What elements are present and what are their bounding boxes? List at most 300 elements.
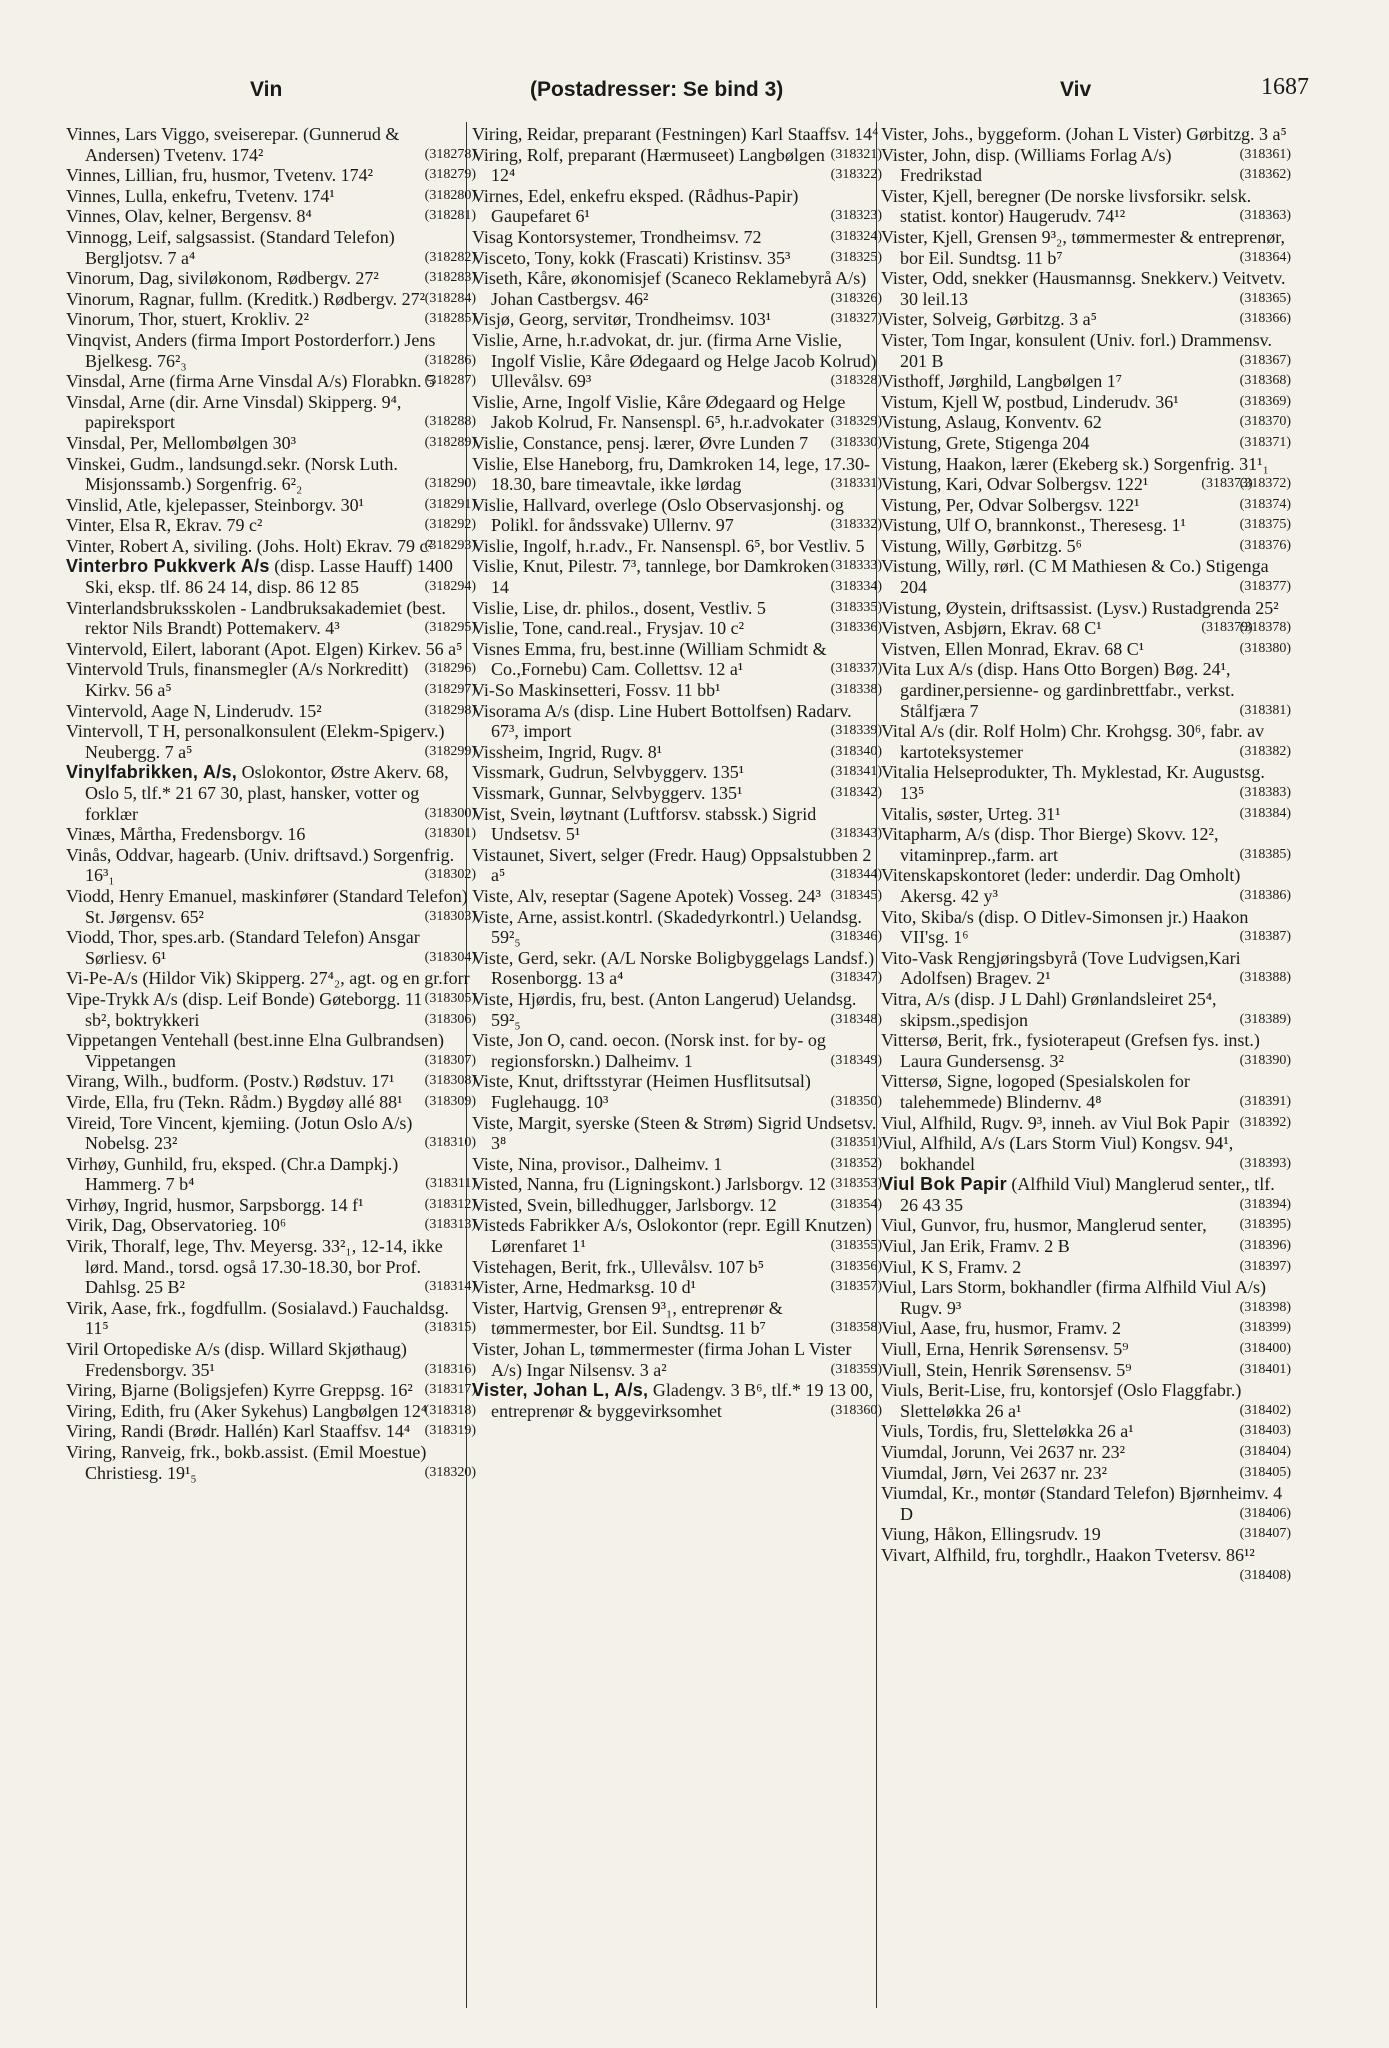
entry-name: Vistven, Asbjørn, Ekrav. 68 C¹ bbox=[881, 618, 1102, 639]
entry-name: Vinylfabrikken, A/s, bbox=[66, 762, 238, 783]
directory-entry bbox=[881, 1030, 1291, 1071]
entry-phone-code: (318402) bbox=[1239, 1402, 1291, 1418]
header-right-guide-word: Viv bbox=[1060, 78, 1092, 101]
entry-name: Viring, Randi (Brødr. Hallén) Karl Staaffsv. 14⁴ bbox=[66, 1421, 411, 1442]
entry-name: Vinnogg, Leif, salgsassist. (Standard Telefon) Bergljotsv. 7 a⁴ bbox=[66, 226, 395, 268]
entry-name: Virik, Dag, Observatorieg. 10⁶ bbox=[66, 1215, 287, 1236]
entry-name: Vislie, Lise, dr. philos., dosent, Vestliv. 5 bbox=[472, 597, 766, 618]
directory-entry bbox=[472, 598, 882, 619]
directory-entry bbox=[881, 639, 1291, 660]
entry-name: Viuls, Berit-Lise, fru, kontorsjef (Oslo Flaggfabr.) Sletteløkka 26 a¹ bbox=[881, 1380, 1242, 1421]
directory-entry bbox=[881, 618, 1291, 639]
entry-phone-code: (318397) bbox=[1239, 1258, 1291, 1274]
entry-phone-code: (318288) bbox=[424, 414, 476, 430]
entry-name: Viung, Håkon, Ellingsrudv. 19 bbox=[881, 1524, 1101, 1545]
directory-entry bbox=[66, 268, 476, 289]
directory-entry bbox=[472, 433, 882, 454]
entry-phone-code: (318287) bbox=[424, 373, 476, 389]
directory-entry bbox=[881, 145, 1291, 186]
entry-phone-code: (318360) bbox=[830, 1402, 882, 1418]
entry-phone-code: (318356) bbox=[830, 1258, 882, 1274]
entry-phone-code: (318306) bbox=[424, 1011, 476, 1027]
entry-name: Vintervold, Eilert, laborant (Apot. Elgen) Kirkev. 56 a⁵ bbox=[66, 638, 463, 659]
entry-name: Viul Bok Papir bbox=[881, 1174, 1007, 1195]
entry-name: Vistaunet, Sivert, selger (Fredr. Haug) Oppsalstubben 2 a⁵ bbox=[472, 844, 872, 886]
entry-phone-code: (318364) bbox=[1239, 249, 1291, 265]
directory-entry bbox=[881, 186, 1291, 227]
entry-name: Viste, Jon O, cand. oecon. (Norsk inst. for by- og regionsforskn.) Dalheimv. 1 bbox=[472, 1030, 826, 1071]
entry-details: Oslokontor, Østre Akerv. 68, Oslo 5, tlf.* 21 67 30, plast, hansker, votter og forklær bbox=[85, 762, 449, 824]
entry-phone-code: (318355) bbox=[830, 1238, 882, 1254]
entry-phone-code: (318332) bbox=[830, 517, 882, 533]
entry-phone-code: (318340) bbox=[830, 743, 882, 759]
entry-name: Vita Lux A/s (disp. Hans Otto Borgen) Bøg. 24¹, gardiner,persienne- og gardinbrettfabr., verkst. Stålfjæra 7 bbox=[881, 659, 1235, 721]
entry-name: Viring, Rolf, preparant (Hærmuseet) Langbølgen 12⁴ bbox=[472, 144, 825, 186]
entry-phone-code: (318317) bbox=[424, 1382, 476, 1398]
entry-name: Visjø, Georg, servitør, Trondheimsv. 103¹ bbox=[472, 309, 772, 330]
entry-phone-code: (318283) bbox=[424, 270, 476, 286]
directory-entry bbox=[472, 124, 882, 162]
entry-name: Vinslid, Atle, kjelepasser, Steinborgv. 30¹ bbox=[66, 494, 365, 515]
directory-entry bbox=[881, 495, 1291, 516]
directory-entry bbox=[66, 1071, 476, 1092]
entry-phone-code: (318324) bbox=[830, 228, 882, 244]
entry-phone-code: (318286) bbox=[424, 352, 476, 368]
entry-name: Vislie, Constance, pensj. lærer, Øvre Lunden 7 bbox=[472, 432, 809, 453]
directory-entry bbox=[881, 1257, 1291, 1278]
entry-name: Vissheim, Ingrid, Rugv. 8¹ bbox=[472, 741, 663, 762]
entry-phone-code: (318313) bbox=[424, 1217, 476, 1233]
directory-entry bbox=[472, 227, 882, 248]
entry-name: Vireid, Tore Vincent, kjemiing. (Jotun Oslo A/s) Nobelsg. 23² bbox=[66, 1112, 413, 1154]
entry-name: Vistung, Haakon, lærer (Ekeberg sk.) Sorgenfrig. 31¹₁ bbox=[881, 453, 1269, 474]
directory-entry bbox=[881, 556, 1291, 597]
directory-entry bbox=[472, 1380, 882, 1421]
entry-name: Vister, Odd, snekker (Hausmannsg. Snekkerv.) Veitvetv. 30 leil.13 bbox=[881, 268, 1286, 309]
directory-entry bbox=[66, 227, 476, 268]
directory-entry bbox=[66, 1421, 476, 1442]
entry-phone-code: (318357) bbox=[830, 1279, 882, 1295]
directory-entry bbox=[881, 268, 1291, 309]
directory-entry bbox=[66, 927, 476, 968]
directory-entry bbox=[472, 145, 882, 186]
entry-phone-code: (318374) bbox=[1239, 496, 1291, 512]
directory-entry bbox=[881, 1318, 1291, 1339]
entry-phone-code: (318296) bbox=[424, 661, 476, 677]
entry-phone-code: (318367) bbox=[1239, 352, 1291, 368]
directory-entry bbox=[881, 1174, 1291, 1215]
directory-entry bbox=[881, 1339, 1291, 1360]
entry-name: Viul, Lars Storm, bokhandler (firma Alfhild Viul A/s) Rugv. 9³ bbox=[881, 1277, 1266, 1318]
directory-entry bbox=[66, 1154, 476, 1195]
directory-entry bbox=[66, 824, 476, 845]
entry-name: Viull, Stein, Henrik Sørensensv. 5⁹ bbox=[881, 1359, 1132, 1380]
entry-name: Visteds Fabrikker A/s, Oslokontor (repr. Egill Knutzen) Lørenfaret 1¹ bbox=[472, 1215, 872, 1257]
directory-entry bbox=[66, 1401, 476, 1422]
directory-entry bbox=[472, 1174, 882, 1195]
entry-name: Vipe-Trykk A/s (disp. Leif Bonde) Gøteborgg. 11 sb², boktrykkeri bbox=[66, 988, 423, 1030]
entry-phone-code: (318395) bbox=[1239, 1217, 1291, 1233]
directory-entry bbox=[881, 371, 1291, 392]
entry-phone-code: (318309) bbox=[424, 1093, 476, 1109]
entry-phone-code: (318384) bbox=[1239, 805, 1291, 821]
entry-phone-code: (318326) bbox=[830, 290, 882, 306]
entry-phone-code: (318400) bbox=[1239, 1341, 1291, 1357]
directory-entry bbox=[881, 1215, 1291, 1236]
entry-name: Viumdal, Kr., montør (Standard Telefon) Bjørnheimv. 4 D bbox=[881, 1483, 1283, 1524]
entry-phone-code: (318343) bbox=[830, 826, 882, 842]
directory-entry bbox=[66, 1113, 476, 1154]
directory-entry bbox=[472, 535, 882, 574]
entry-phone-code: (318372) bbox=[1239, 476, 1291, 492]
entry-phone-code: (318405) bbox=[1239, 1464, 1291, 1480]
directory-entry bbox=[881, 412, 1291, 433]
directory-entry bbox=[472, 248, 882, 269]
entry-name: Vister, Kjell, beregner (De norske livsforsikr. selsk. statist. kontor) Haugerudv. 74¹² bbox=[881, 185, 1252, 227]
entry-phone-code: (318281) bbox=[424, 208, 476, 224]
directory-entry bbox=[881, 1133, 1291, 1174]
directory-entry bbox=[881, 433, 1291, 454]
entry-name: Viste, Gerd, sekr. (A/L Norske Boligbyggelags Landsf.) Rosenborgg. 13 a⁴ bbox=[472, 947, 875, 989]
directory-entry bbox=[881, 721, 1291, 762]
directory-entry bbox=[472, 701, 882, 742]
entry-phone-code: (318290) bbox=[424, 476, 476, 492]
entry-phone-code: (318345) bbox=[830, 887, 882, 903]
entry-phone-code: (318369) bbox=[1239, 393, 1291, 409]
entry-name: Vistung, Aslaug, Konventv. 62 bbox=[881, 412, 1102, 433]
directory-entry bbox=[881, 1236, 1291, 1257]
entry-name: Visceto, Tony, kokk (Frascati) Kristinsv. 35³ bbox=[472, 247, 791, 268]
directory-entry bbox=[472, 392, 882, 433]
entry-phone-code: (318347) bbox=[830, 970, 882, 986]
entry-name: Vistung, Ulf O, brannkonst., Theresesg. 1¹ bbox=[881, 515, 1186, 536]
entry-phone-code: (318350) bbox=[830, 1093, 882, 1109]
entry-phone-code: (318278) bbox=[424, 146, 476, 162]
entry-name: Viodd, Thor, spes.arb. (Standard Telefon) Ansgar Sørliesv. 6¹ bbox=[66, 927, 420, 968]
entry-phone-code: (318379) bbox=[1201, 620, 1253, 636]
entry-phone-code: (318406) bbox=[1239, 1505, 1291, 1521]
directory-entry bbox=[66, 1215, 476, 1236]
directory-entry bbox=[881, 1442, 1291, 1463]
directory-entry bbox=[881, 762, 1291, 803]
entry-phone-code: (318396) bbox=[1239, 1238, 1291, 1254]
entry-name: Virang, Wilh., budform. (Postv.) Rødstuv. 17¹ bbox=[66, 1071, 395, 1092]
entry-name: Vinorum, Dag, siviløkonom, Rødbergv. 27² bbox=[66, 268, 379, 289]
directory-entry bbox=[66, 1092, 476, 1113]
entry-name: Vito, Skiba/s (disp. O Ditlev-Simonsen jr.) Haakon VII'sg. 1⁶ bbox=[881, 906, 1249, 948]
entry-name: Virik, Thoralf, lege, Thv. Meyersg. 33²₁, 12-14, ikke lørd. Mand., torsd. også 17.30-18.30, bor Prof. Dahlsg. 25 B² bbox=[66, 1236, 443, 1298]
entry-phone-code: (318376) bbox=[1239, 537, 1291, 553]
directory-entry bbox=[472, 1154, 882, 1175]
entry-phone-code: (318307) bbox=[424, 1052, 476, 1068]
entry-phone-code: (318321) bbox=[830, 146, 882, 162]
entry-phone-code: (318295) bbox=[424, 620, 476, 636]
entry-name: Vinterlandsbruksskolen - Landbruksakademiet (best. rektor Nils Brandt) Pottemakerv. 4³ bbox=[66, 597, 446, 639]
entry-details: Gladengv. 3 B⁶, tlf.* 19 13 00, entreprenør & byggevirksomhet bbox=[491, 1380, 873, 1421]
entry-phone-code: (318392) bbox=[1239, 1114, 1291, 1130]
directory-entry bbox=[472, 1298, 882, 1339]
directory-column-3 bbox=[881, 124, 1291, 1586]
entry-name: Vinsdal, Arne (firma Arne Vinsdal A/s) Florabkn. 5 bbox=[66, 371, 435, 392]
directory-entry bbox=[66, 968, 476, 1006]
directory-entry bbox=[881, 948, 1291, 989]
entry-phone-code: (318330) bbox=[830, 434, 882, 450]
directory-entry bbox=[66, 536, 476, 557]
entry-name: Vinter, Elsa R, Ekrav. 79 c² bbox=[66, 515, 263, 536]
entry-name: Vintervold, Aage N, Linderudv. 15² bbox=[66, 700, 322, 721]
entry-name: Visag Kontorsystemer, Trondheimsv. 72 bbox=[472, 226, 762, 247]
entry-name: Viumdal, Jorunn, Vei 2637 nr. 23² bbox=[881, 1442, 1125, 1462]
entry-name: Virik, Aase, frk., fogdfullm. (Sosialavd.) Fauchaldsg. 11⁵ bbox=[66, 1297, 449, 1339]
page-number: 1687 bbox=[1261, 74, 1309, 100]
directory-entry bbox=[66, 186, 476, 207]
entry-name: Vistung, Per, Odvar Solbergsv. 122¹ bbox=[881, 494, 1140, 515]
entry-phone-code: (318401) bbox=[1239, 1361, 1291, 1377]
entry-phone-code: (318308) bbox=[424, 1073, 476, 1089]
directory-entry bbox=[472, 618, 882, 639]
entry-phone-code: (318291) bbox=[424, 496, 476, 512]
entry-phone-code: (318292) bbox=[424, 517, 476, 533]
entry-name: Viodd, Henry Emanuel, maskinfører (Standard Telefon) St. Jørgensv. 65² bbox=[66, 885, 468, 927]
entry-phone-code: (318378) bbox=[1239, 620, 1291, 636]
entry-name: Visorama A/s (disp. Line Hubert Bottolfsen) Radarv. 67³, import bbox=[472, 700, 852, 742]
entry-name: Visted, Nanna, fru (Ligningskont.) Jarlsborgv. 12 bbox=[472, 1174, 826, 1195]
entry-name: Viul, Aase, fru, husmor, Framv. 2 bbox=[881, 1318, 1122, 1339]
entry-phone-code: (318300) bbox=[424, 805, 476, 821]
directory-entry bbox=[881, 1463, 1291, 1484]
entry-name: Vislie, Ingolf, h.r.adv., Fr. Nansenspl. 6⁵, bor Vestliv. 5 bbox=[472, 535, 865, 556]
entry-phone-code: (318338) bbox=[830, 682, 882, 698]
directory-entry bbox=[472, 268, 882, 309]
entry-name: Vistung, Willy, Gørbitzg. 5⁶ bbox=[881, 535, 1082, 556]
directory-entry bbox=[472, 804, 882, 845]
directory-entry bbox=[66, 762, 476, 824]
directory-entry bbox=[881, 1113, 1291, 1134]
entry-phone-code: (318398) bbox=[1239, 1299, 1291, 1315]
entry-phone-code: (318319) bbox=[424, 1423, 476, 1439]
directory-entry bbox=[881, 124, 1291, 162]
entry-name: Vislie, Knut, Pilestr. 7³, tannlege, bor Damkroken 14 bbox=[472, 556, 829, 598]
entry-phone-code: (318293) bbox=[424, 537, 476, 553]
directory-column-2 bbox=[472, 124, 882, 1421]
entry-name: Vinnes, Lars Viggo, sveiserepar. (Gunnerud & Andersen) Tvetenv. 174² bbox=[66, 124, 400, 165]
entry-name: Vister, Johan L, tømmermester (firma Johan L Vister A/s) Ingar Nilsensv. 3 a² bbox=[472, 1339, 852, 1380]
entry-phone-code: (318351) bbox=[830, 1135, 882, 1151]
directory-entry bbox=[472, 1195, 882, 1216]
entry-phone-code: (318348) bbox=[830, 1011, 882, 1027]
entry-phone-code: (318339) bbox=[830, 723, 882, 739]
entry-name: Vinsdal, Per, Mellombølgen 30³ bbox=[66, 432, 297, 453]
entry-phone-code: (318344) bbox=[830, 867, 882, 883]
directory-entry bbox=[472, 886, 882, 907]
directory-entry bbox=[472, 330, 882, 392]
directory-entry bbox=[472, 948, 882, 989]
directory-entry bbox=[881, 392, 1291, 413]
entry-phone-code: (318302) bbox=[424, 867, 476, 883]
entry-phone-code: (318304) bbox=[424, 949, 476, 965]
entry-phone-code: (318386) bbox=[1239, 887, 1291, 903]
directory-entry bbox=[66, 1236, 476, 1298]
entry-phone-code: (318363) bbox=[1239, 208, 1291, 224]
entry-name: Vister, Solveig, Gørbitzg. 3 a⁵ bbox=[881, 309, 1097, 330]
directory-entry bbox=[66, 495, 476, 516]
header-center-note: (Postadresser: Se bind 3) bbox=[530, 78, 784, 101]
entry-name: Vinsdal, Arne (dir. Arne Vinsdal) Skipperg. 9⁴, papireksport bbox=[66, 391, 402, 433]
entry-name: Vislie, Arne, Ingolf Vislie, Kåre Ødegaard og Helge Jakob Kolrud, Fr. Nansenspl. 6⁵, h.r.advokater bbox=[472, 391, 846, 433]
entry-name: Vi-So Maskinsetteri, Fossv. 11 bb¹ bbox=[472, 680, 721, 701]
entry-phone-code: (318279) bbox=[424, 167, 476, 183]
directory-entry bbox=[881, 804, 1291, 825]
entry-name: Vinskei, Gudm., landsungd.sekr. (Norsk Luth. Misjonssamb.) Sorgenfrig. 6²₂ bbox=[66, 453, 398, 495]
directory-entry bbox=[881, 330, 1291, 371]
entry-name: Viul, Gunvor, fru, husmor, Manglerud senter, bbox=[881, 1215, 1207, 1236]
entry-name: Vitalis, søster, Urteg. 31¹ bbox=[881, 803, 1061, 824]
entry-name: Vitalia Helseprodukter, Th. Myklestad, Kr. Augustsg. 13⁵ bbox=[881, 762, 1265, 803]
entry-phone-code: (318298) bbox=[424, 702, 476, 718]
entry-phone-code: (318323) bbox=[830, 208, 882, 224]
entry-name: Vintervold Truls, finansmegler (A/s Norkreditt) Kirkv. 56 a⁵ bbox=[66, 659, 409, 701]
entry-name: Viril Ortopediske A/s (disp. Willard Skjøthaug) Fredensborgv. 35¹ bbox=[66, 1339, 407, 1380]
directory-entry bbox=[881, 474, 1291, 495]
entry-phone-code: (318336) bbox=[830, 620, 882, 636]
entry-phone-code: (318342) bbox=[830, 785, 882, 800]
entry-name: Vislie, Else Haneborg, fru, Damkroken 14, lege, 17.30-18.30, bare timeavtale, ikke lørdag bbox=[472, 453, 870, 495]
entry-phone-code: (318380) bbox=[1239, 640, 1291, 656]
directory-entry bbox=[472, 742, 882, 763]
entry-phone-code: (318284) bbox=[424, 290, 476, 306]
directory-entry bbox=[472, 639, 882, 680]
directory-entry bbox=[66, 165, 476, 186]
entry-phone-code: (318325) bbox=[830, 249, 882, 265]
entry-name: Viring, Reidar, preparant (Festningen) Karl Staaffsv. 14⁴ bbox=[472, 124, 879, 144]
entry-name: Vister, Johan L, A/s, bbox=[472, 1380, 649, 1401]
entry-name: Vivart, Alfhild, fru, torghdlr., Haakon Tvetersv. 86¹² bbox=[881, 1544, 1255, 1565]
entry-phone-code: (318303) bbox=[424, 908, 476, 924]
directory-entry bbox=[472, 1215, 882, 1256]
entry-phone-code: (318359) bbox=[830, 1361, 882, 1377]
entry-phone-code: (318331) bbox=[830, 476, 882, 492]
entry-phone-code: (318346) bbox=[830, 929, 882, 945]
entry-name: Viseth, Kåre, økonomisjef (Scaneco Reklamebyrå A/s) Johan Castbergsv. 46² bbox=[472, 268, 867, 309]
directory-entry bbox=[472, 1257, 882, 1278]
entry-name: Vistung, Kari, Odvar Solbergsv. 122¹ bbox=[881, 474, 1149, 495]
entry-phone-code: (318404) bbox=[1239, 1444, 1291, 1459]
entry-name: Visted, Svein, billedhugger, Jarlsborgv. 12 bbox=[472, 1194, 777, 1215]
entry-name: Vinter, Robert A, siviling. (Johs. Holt) Ekrav. 79 c² bbox=[66, 535, 433, 556]
entry-name: Viste, Arne, assist.kontrl. (Skadedyrkontrl.) Uelandsg. 59²₅ bbox=[472, 906, 862, 948]
directory-entry bbox=[66, 392, 476, 433]
entry-phone-code: (318328) bbox=[830, 373, 882, 389]
entry-phone-code: (318368) bbox=[1239, 373, 1291, 389]
entry-phone-code: (318310) bbox=[424, 1135, 476, 1151]
directory-entry bbox=[881, 1483, 1291, 1524]
entry-phone-code: (318316) bbox=[424, 1361, 476, 1377]
entry-name: Vinnes, Lillian, fru, husmor, Tvetenv. 174² bbox=[66, 165, 374, 186]
entry-name: Vister, John, disp. (Williams Forlag A/s) Fredrikstad bbox=[881, 144, 1172, 186]
directory-entry bbox=[472, 783, 882, 804]
entry-phone-code: (318301) bbox=[424, 826, 476, 842]
entry-name: Vissmark, Gudrun, Selvbyggerv. 135¹ bbox=[472, 762, 745, 783]
entry-phone-code: (318352) bbox=[830, 1155, 882, 1171]
directory-entry bbox=[881, 865, 1291, 906]
entry-phone-code: (318299) bbox=[424, 743, 476, 759]
directory-entry bbox=[66, 124, 476, 165]
entry-name: Viuls, Tordis, fru, Sletteløkka 26 a¹ bbox=[881, 1421, 1134, 1442]
entry-phone-code: (318289) bbox=[424, 434, 476, 450]
entry-name: Vital A/s (dir. Rolf Holm) Chr. Krohgsg. 30⁶, fabr. av kartoteksystemer bbox=[881, 721, 1265, 762]
entry-phone-code: (318327) bbox=[830, 311, 882, 327]
directory-entry bbox=[66, 1298, 476, 1339]
directory-entry bbox=[472, 1339, 882, 1380]
entry-name: Viring, Bjarne (Boligsjefen) Kyrre Greppsg. 16² bbox=[66, 1380, 413, 1401]
directory-entry bbox=[472, 907, 882, 948]
entry-name: Viste, Nina, provisor., Dalheimv. 1 bbox=[472, 1153, 723, 1174]
directory-entry bbox=[881, 1277, 1291, 1318]
directory-entry bbox=[881, 1544, 1291, 1583]
entry-phone-code: (318282) bbox=[424, 249, 476, 265]
directory-entry bbox=[472, 1113, 882, 1154]
entry-phone-code: (318366) bbox=[1239, 311, 1291, 327]
entry-name: Vislie, Arne, h.r.advokat, dr. jur. (firma Arne Vislie, Ingolf Vislie, Kåre Ødegaard og Helge Jacob Kolrud) Ullevålsv. 69³ bbox=[472, 329, 877, 392]
directory-entry bbox=[881, 227, 1291, 268]
entry-phone-code: (318403) bbox=[1239, 1423, 1291, 1439]
entry-name: Viul, K S, Framv. 2 bbox=[881, 1256, 1022, 1277]
directory-entry bbox=[66, 638, 476, 677]
entry-name: Vitenskapskontoret (leder: underdir. Dag Omholt) Akersg. 42 y³ bbox=[881, 865, 1241, 906]
directory-entry bbox=[66, 309, 476, 330]
entry-name: Visthoff, Jørghild, Langbølgen 1⁷ bbox=[881, 371, 1123, 392]
entry-name: Virhøy, Ingrid, husmor, Sarpsborgg. 14 f¹ bbox=[66, 1194, 364, 1215]
entry-name: Viste, Knut, driftsstyrar (Heimen Husflitsutsal) Fuglehaugg. 10³ bbox=[472, 1071, 811, 1112]
directory-entry bbox=[66, 845, 476, 886]
directory-entry bbox=[472, 762, 882, 783]
directory-entry bbox=[472, 495, 882, 536]
entry-name: Viul, Alfhild, Rugv. 9³, inneh. av Viul Bok Papir bbox=[881, 1112, 1230, 1133]
entry-phone-code: (318375) bbox=[1239, 517, 1291, 533]
entry-name: Vistung, Øystein, driftsassist. (Lysv.) Rustadgrenda 25² bbox=[881, 597, 1279, 618]
directory-entry bbox=[881, 1360, 1291, 1381]
entry-phone-code: (318382) bbox=[1239, 743, 1291, 759]
entry-phone-code: (318280) bbox=[424, 187, 476, 203]
entry-phone-code: (318408) bbox=[1239, 1567, 1291, 1583]
entry-phone-code: (318297) bbox=[424, 682, 476, 698]
entry-name: Vittersø, Signe, logoped (Spesialskolen for talehemmede) Blindernv. 4⁸ bbox=[881, 1071, 1190, 1112]
entry-phone-code: (318322) bbox=[830, 167, 882, 183]
entry-phone-code: (318362) bbox=[1239, 167, 1291, 183]
directory-entry bbox=[66, 659, 476, 700]
directory-entry bbox=[66, 515, 476, 536]
directory-entry bbox=[472, 680, 882, 701]
directory-entry bbox=[66, 721, 476, 762]
directory-column-1 bbox=[66, 124, 476, 1483]
entry-phone-code: (318370) bbox=[1239, 414, 1291, 430]
entry-name: Viul, Alfhild, A/s (Lars Storm Viul) Kongsv. 94¹, bokhandel bbox=[881, 1133, 1234, 1174]
directory-entry bbox=[472, 845, 882, 886]
entry-name: Vito-Vask Rengjøringsbyrå (Tove Ludvigsen,Kari Adolfsen) Bragev. 2¹ bbox=[881, 947, 1241, 989]
directory-entry bbox=[472, 1071, 882, 1112]
entry-phone-code: (318385) bbox=[1239, 846, 1291, 862]
entry-phone-code: (318377) bbox=[1239, 579, 1291, 595]
entry-name: Vitra, A/s (disp. J L Dahl) Grønlandsleiret 25⁴, skipsm.,spedisjon bbox=[881, 988, 1217, 1030]
directory-entry bbox=[66, 1030, 476, 1071]
entry-phone-code: (318334) bbox=[830, 579, 882, 595]
directory-entry bbox=[472, 1277, 882, 1298]
directory-entry bbox=[66, 1195, 476, 1216]
entry-name: Vistung, Willy, rørl. (C M Mathiesen & Co.) Stigenga 204 bbox=[881, 556, 1269, 598]
entry-phone-code: (318333) bbox=[830, 558, 882, 574]
directory-entry bbox=[881, 907, 1291, 948]
entry-name: Viring, Edith, fru (Aker Sykehus) Langbølgen 12⁴ bbox=[66, 1400, 428, 1421]
